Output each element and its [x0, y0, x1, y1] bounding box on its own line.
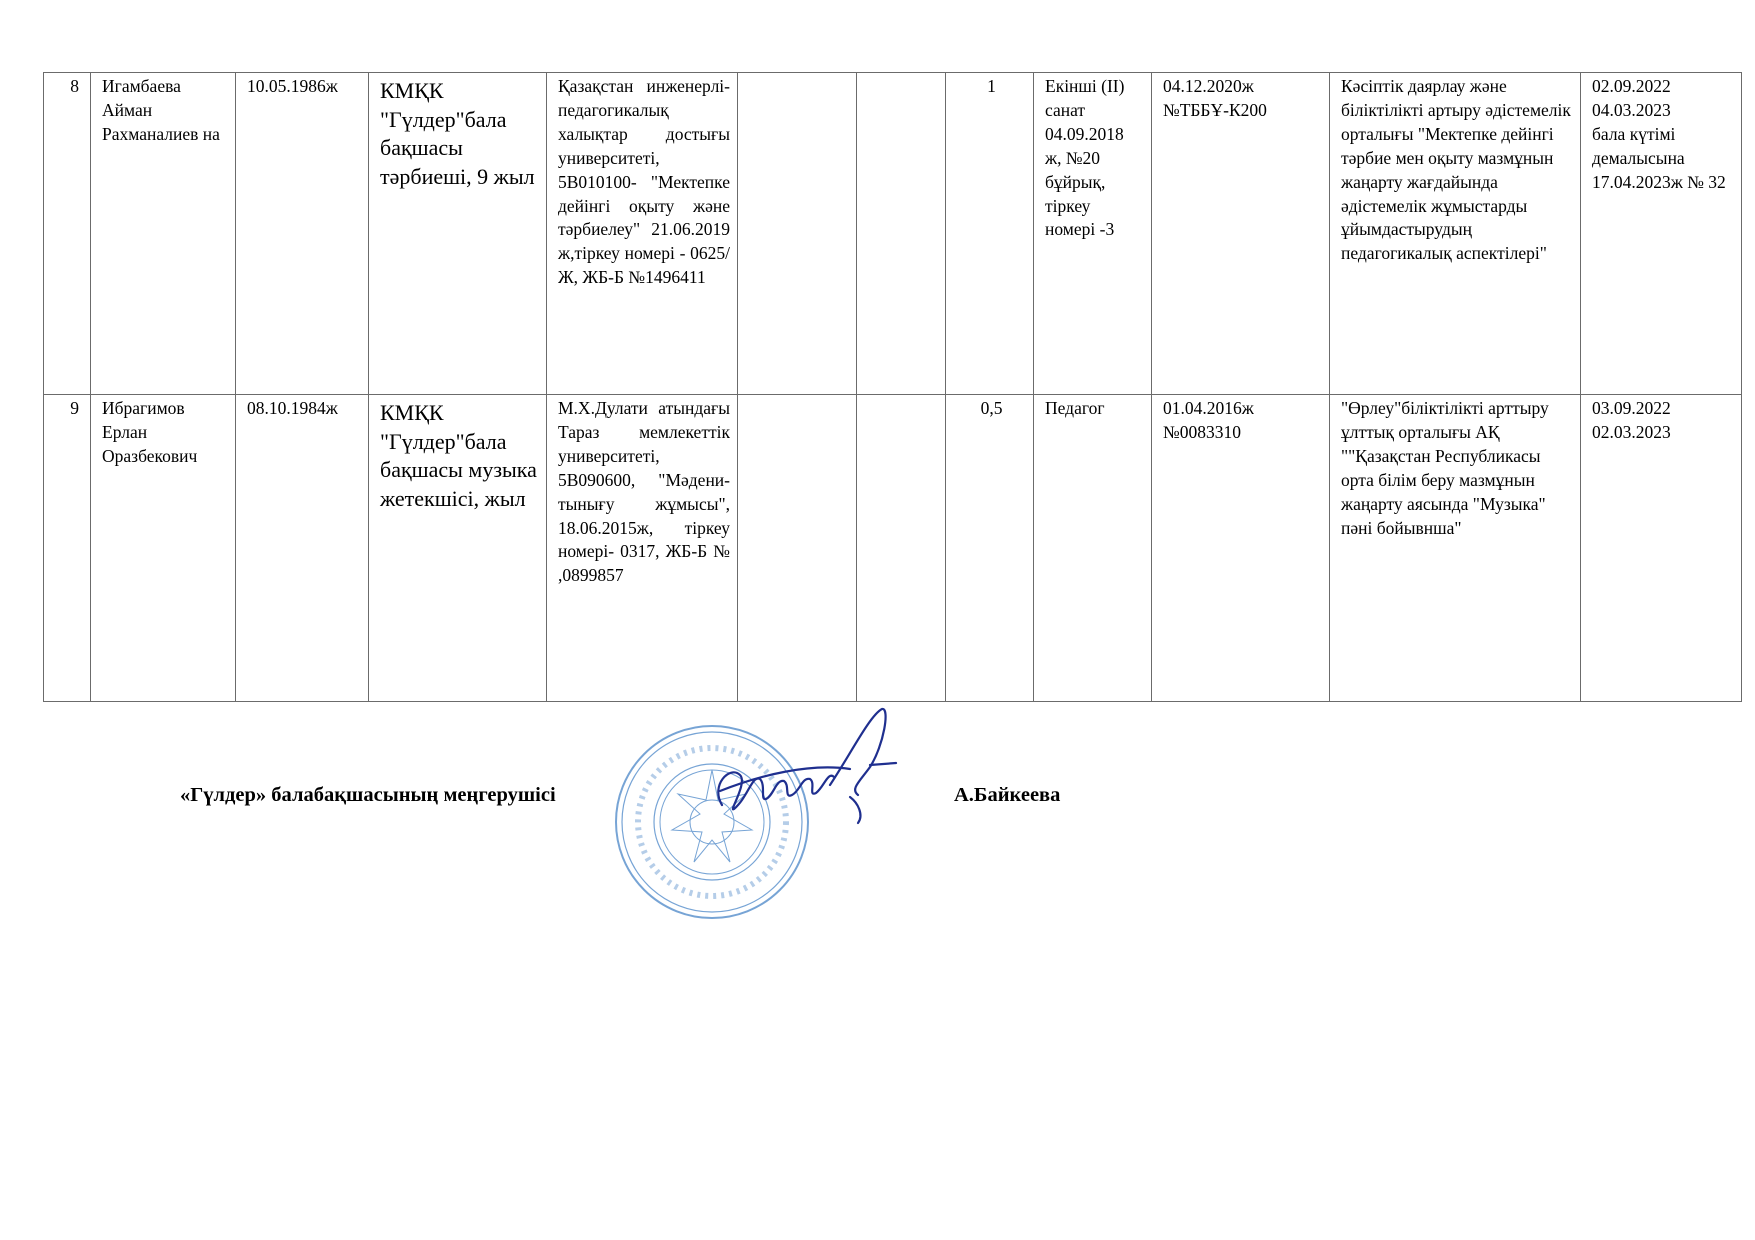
rate-cell: 1 [946, 73, 1034, 395]
name-cell: Игамбаева Айман Рахманалиев на [91, 73, 236, 395]
birth-date-cell: 08.10.1984ж [236, 395, 369, 702]
certificate-cell: 04.12.2020ж №ТББҰ-К200 [1152, 73, 1330, 395]
birth-date-cell: 10.05.1986ж [236, 73, 369, 395]
position-cell: КМҚК "Гүлдер"бала бақшасы музыка жетекшісі, жыл [369, 395, 547, 702]
staff-table [43, 72, 1742, 702]
row-number-cell: 8 [44, 73, 91, 395]
empty-cell [857, 395, 946, 702]
name-cell: Ибрагимов Ерлан Оразбекович [91, 395, 236, 702]
dates-cell: 03.09.2022 02.03.2023 [1581, 395, 1742, 702]
row-number-cell: 9 [44, 395, 91, 702]
certificate-cell: 01.04.2016ж №0083310 [1152, 395, 1330, 702]
position-cell: КМҚК "Гүлдер"бала бақшасы тәрбиеші, 9 жыл [369, 73, 547, 395]
empty-cell [857, 73, 946, 395]
category-cell: Педагог [1034, 395, 1152, 702]
courses-cell: "Өрлеу"біліктілікті арттыру ұлттық орталығы АҚ ""Қазақстан Республикасы орта білім беру мазмұнын жаңарту аясында "Музыка" пәні бойывнша" [1330, 395, 1581, 702]
signature-title: «Гүлдер» балабақшасының меңгерушісі [180, 784, 556, 806]
table-row [44, 395, 1742, 702]
rate-cell: 0,5 [946, 395, 1034, 702]
empty-cell [738, 395, 857, 702]
empty-cell [738, 73, 857, 395]
handwritten-signature [700, 705, 900, 830]
education-cell: Қазақстан инженерлі-педагогикалық халықтар достығы университеті, 5В010100- "Мектепке дейінгі оқыту және тәрбиелеу" 21.06.2019 ж,тіркеу номері - 0625/Ж, ЖБ-Б №1496411 [547, 73, 738, 395]
table-row [44, 73, 1742, 395]
category-cell: Екінші (ІІ) санат 04.09.2018 ж, №20 бұйрық, тіркеу номері -3 [1034, 73, 1152, 395]
courses-cell: Кәсіптік даярлау және біліктілікті артыру әдістемелік орталығы "Мектепке дейінгі тәрбие мен оқыту мазмұнын жаңарту жағдайында әдістемелік жұмыстарды ұйымдастырудың педагогикалық аспектілері" [1330, 73, 1581, 395]
dates-cell: 02.09.2022 04.03.2023 бала күтімі демалысына 17.04.2023ж № 32 [1581, 73, 1742, 395]
signature-name: А.Байкеева [954, 784, 1061, 806]
education-cell: М.Х.Дулати атындағы Тараз мемлекеттік университеті, 5В090600, "Мәдени-тынығу жұмысы", 18.06.2015ж, тіркеу номері- 0317, ЖБ-Б № ,0899857 [547, 395, 738, 702]
